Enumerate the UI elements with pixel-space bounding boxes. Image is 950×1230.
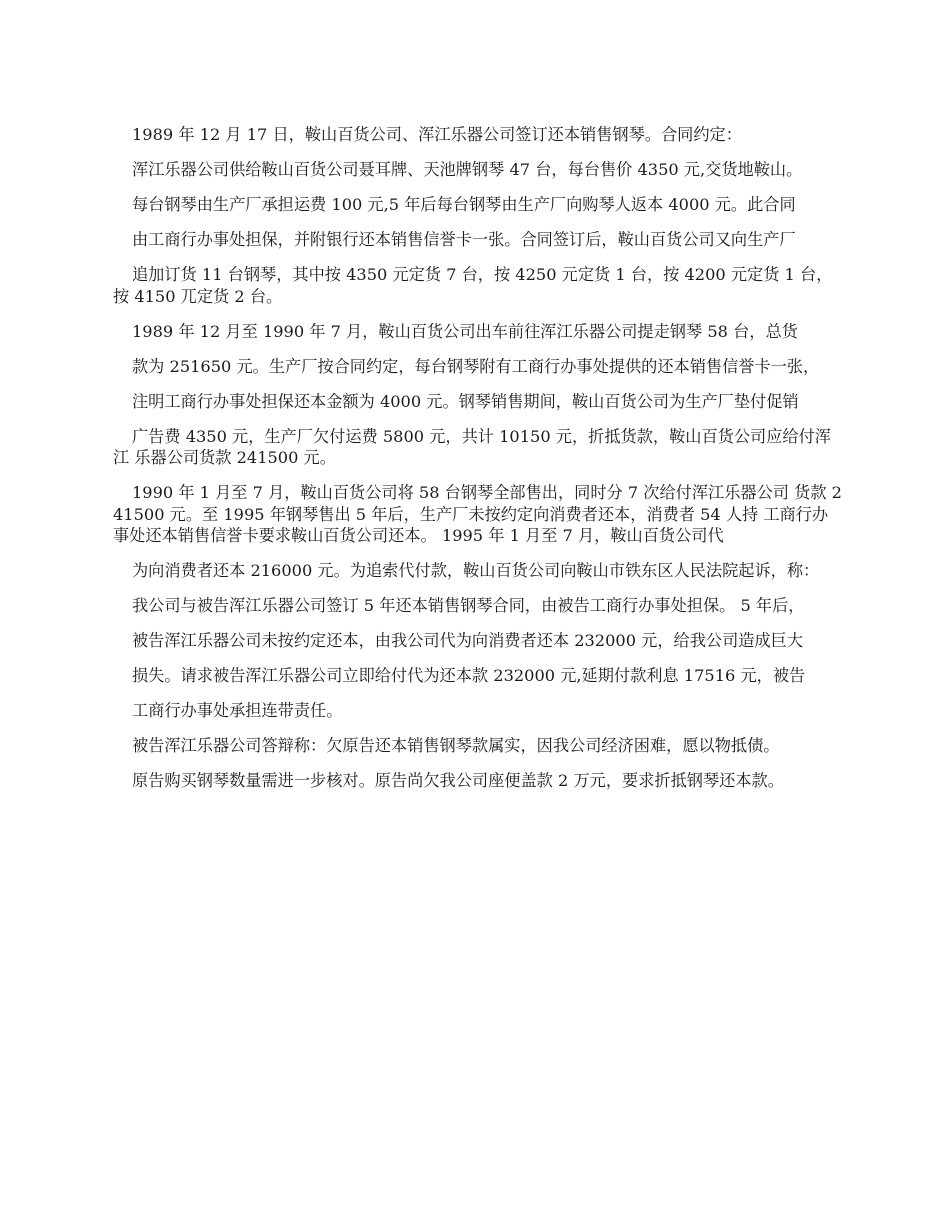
paragraph-9: 广告费 4350 元，生产厂欠付运费 5800 元，共计 10150 元，折抵货款，鞍山百货公司应给付浑江 乐器公司货款 241500 元。: [113, 426, 831, 467]
paragraph-17: 原告购买钢琴数量需进一步核对。原告尚欠我公司座便盖款 2 万元，要求折抵钢琴还本款。: [132, 771, 784, 790]
paragraph-5: 追加订货 11 台钢琴，其中按 4350 元定货 7 台，按 4250 元定货 1 台，按 4200 元定货 1 台，按 4150 兀定货 2 台。: [113, 265, 833, 306]
paragraph-7: 款为 251650 元。生产厂按合同约定，每台钢琴附有工商行办事处提供的还本销售信誉卡一张，: [132, 356, 820, 376]
paragraph-3: 每台钢琴由生产厂承担运费 100 元,5 年后每台钢琴由生产厂向购琴人返本 4000 元。此合同: [132, 195, 796, 214]
paragraph-15: 工商行办事处承担连带责任。: [132, 701, 343, 720]
paragraph-2: 浑江乐器公司供给鞍山百货公司聂耳牌、天池牌钢琴 47 台，每台售价 4350 元,交货地鞍山。: [132, 160, 803, 179]
paragraph-13: 被告浑江乐器公司未按约定还本，由我公司代为向消费者还本 232000 元，给我公司造成巨大: [132, 631, 804, 650]
paragraph-6: 1989 年 12 月至 1990 年 7 月，鞍山百货公司出车前往浑江乐器公司提走钢琴 58 台，总货: [132, 321, 798, 341]
paragraph-14: 损失。请求被告浑江乐器公司立即给付代为还本款 232000 元,延期付款利息 17516 元，被告: [132, 666, 806, 685]
paragraph-8: 注明工商行办事处担保还本金额为 4000 元。钢琴销售期间，鞍山百货公司为生产厂垫付促销: [132, 391, 799, 411]
paragraph-10: 1990 年 1 月至 7 月，鞍山百货公司将 58 台钢琴全部售出，同时分 7 次给付浑江乐器公司 货款 241500 元。至 1995 年钢琴售出 5 年后，生产厂未按约定向消费者还本，消费者 54 人持 工商行办事处还本销售信誉卡要求鞍山百货公司还本。 1995 年 1 月至 7 月，鞍山百货公司代: [113, 483, 842, 545]
paragraph-4: 由工商行办事处担保，并附银行还本销售信誉卡一张。合同签订后，鞍山百货公司又向生产厂: [132, 230, 796, 249]
paragraph-1: 1989 年 12 月 17 日，鞍山百货公司、浑江乐器公司签订还本销售钢琴。合同约定：: [132, 125, 742, 144]
paragraph-11: 为向消费者还本 216000 元。为追索代付款，鞍山百货公司向鞍山市铁东区人民法院起诉，称：: [132, 561, 820, 580]
document-page: [113, 124, 843, 805]
paragraph-12: 我公司与被告浑江乐器公司签订 5 年还本销售钢琴合同，由被告工商行办事处担保。 5 年后，: [132, 596, 805, 615]
paragraph-16: 被告浑江乐器公司答辩称：欠原告还本销售钢琴款属实，因我公司经济困难，愿以物抵债。: [132, 736, 780, 755]
